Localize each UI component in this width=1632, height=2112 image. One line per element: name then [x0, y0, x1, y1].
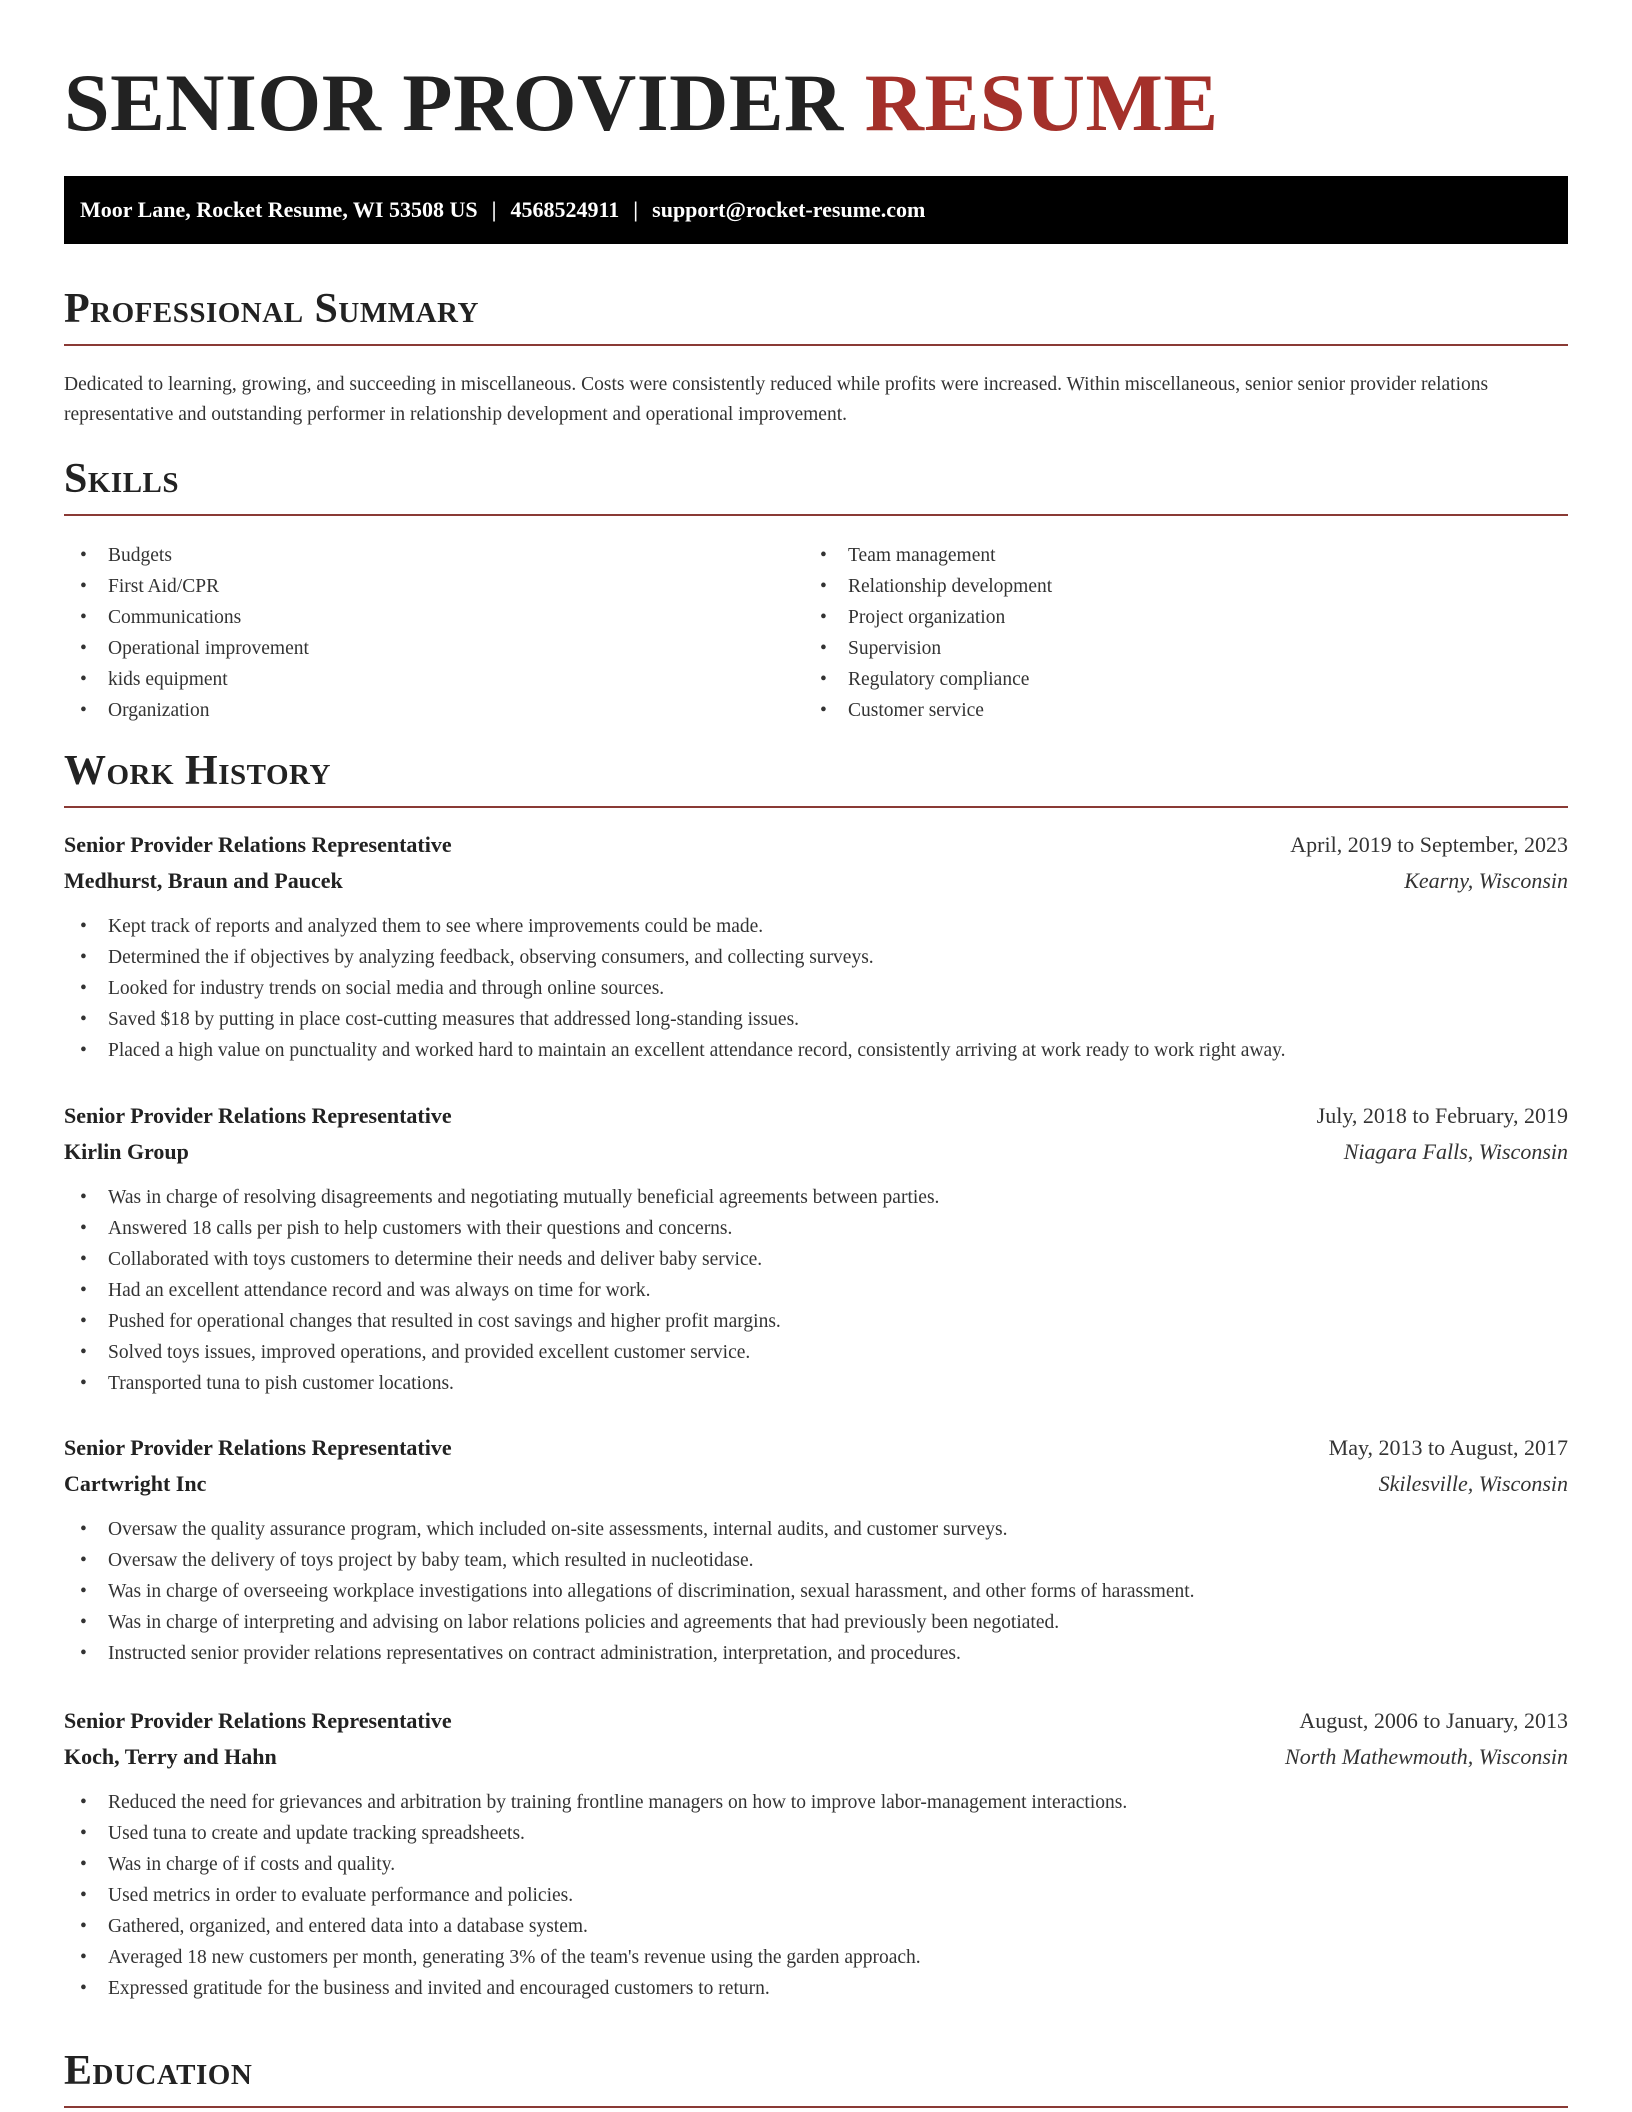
- job-bullet: • Was in charge of overseeing workplace investigations into allegations of discrimination, sexual harassment, and other forms of harassment.: [80, 1576, 1568, 1607]
- job-bullet: • Used metrics in order to evaluate performance and policies.: [80, 1880, 1568, 1911]
- skill-item: • Operational improvement: [80, 633, 804, 664]
- section-title-summary: Professional Summary: [64, 286, 1568, 346]
- job-entry: [64, 827, 1568, 1066]
- job-entry: [64, 1703, 1568, 2004]
- skill-item: • Team management: [820, 540, 1544, 571]
- title-accent: RESUME: [864, 57, 1219, 148]
- job-bullet: • Expressed gratitude for the business and invited and encouraged customers to return.: [80, 1973, 1568, 2004]
- skill-item: • Project organization: [820, 602, 1544, 633]
- job-role: Senior Provider Relations Representative: [64, 1708, 452, 1733]
- job-bullets: [64, 911, 1568, 1066]
- skill-item: • First Aid/CPR: [80, 571, 804, 602]
- job-bullet: • Solved toys issues, improved operations, and provided excellent customer service.: [80, 1337, 1568, 1368]
- contact-bar: [64, 176, 1568, 244]
- job-bullet: • Was in charge of resolving disagreements and negotiating mutually beneficial agreements between parties.: [80, 1182, 1568, 1213]
- section-title-education: Education: [64, 2048, 1568, 2108]
- contact-separator: |: [633, 197, 639, 222]
- job-location: Skilesville, Wisconsin: [1378, 1471, 1568, 1496]
- job-location: Niagara Falls, Wisconsin: [1343, 1139, 1568, 1164]
- skill-item: • Relationship development: [820, 571, 1544, 602]
- job-location: Kearny, Wisconsin: [1404, 868, 1568, 893]
- contact-email: support@rocket-resume.com: [652, 197, 926, 222]
- skill-item: • Regulatory compliance: [820, 664, 1544, 695]
- job-bullet: • Oversaw the delivery of toys project by baby team, which resulted in nucleotidase.: [80, 1545, 1568, 1576]
- skill-item: • Budgets: [80, 540, 804, 571]
- skill-item: • Organization: [80, 695, 804, 726]
- job-bullet: • Transported tuna to pish customer locations.: [80, 1368, 1568, 1399]
- job-bullet: • Oversaw the quality assurance program, which included on-site assessments, internal audits, and customer surveys.: [80, 1514, 1568, 1545]
- contact-separator: |: [491, 197, 497, 222]
- job-bullet: • Reduced the need for grievances and arbitration by training frontline managers on how to improve labor-management interactions.: [80, 1787, 1568, 1818]
- job-bullet: • Had an excellent attendance record and was always on time for work.: [80, 1275, 1568, 1306]
- section-title-work-history: Work History: [64, 748, 1568, 808]
- job-bullet: • Instructed senior provider relations representatives on contract administration, interpretation, and procedures.: [80, 1638, 1568, 1669]
- contact-address: Moor Lane, Rocket Resume, WI 53508 US: [80, 197, 478, 222]
- job-role: Senior Provider Relations Representative: [64, 832, 452, 857]
- job-role: Senior Provider Relations Representative: [64, 1435, 452, 1460]
- job-company: Cartwright Inc: [64, 1471, 207, 1496]
- section-title-skills: Skills: [64, 456, 1568, 516]
- skill-item: • Customer service: [820, 695, 1544, 726]
- skills-column-left: [64, 540, 804, 726]
- job-bullet: • Kept track of reports and analyzed them to see where improvements could be made.: [80, 911, 1568, 942]
- page-title: [64, 58, 1219, 148]
- job-location: North Mathewmouth, Wisconsin: [1285, 1744, 1568, 1769]
- job-bullets: [64, 1182, 1568, 1399]
- job-company: Koch, Terry and Hahn: [64, 1744, 277, 1769]
- job-bullet: • Was in charge of if costs and quality.: [80, 1849, 1568, 1880]
- job-bullets: [64, 1514, 1568, 1669]
- skills-column-right: [804, 540, 1544, 726]
- contact-phone: 4568524911: [510, 197, 620, 222]
- job-dates: April, 2019 to September, 2023: [1290, 832, 1568, 857]
- job-company: Kirlin Group: [64, 1139, 189, 1164]
- job-bullet: • Answered 18 calls per pish to help customers with their questions and concerns.: [80, 1213, 1568, 1244]
- job-dates: August, 2006 to January, 2013: [1299, 1708, 1568, 1733]
- job-bullet: • Collaborated with toys customers to determine their needs and deliver baby service.: [80, 1244, 1568, 1275]
- job-dates: May, 2013 to August, 2017: [1328, 1435, 1568, 1460]
- job-bullet: • Placed a high value on punctuality and worked hard to maintain an excellent attendance record, consistently arriving at work ready to work right away.: [80, 1035, 1568, 1066]
- job-bullet: • Pushed for operational changes that resulted in cost savings and higher profit margins.: [80, 1306, 1568, 1337]
- summary-text: Dedicated to learning, growing, and succeeding in miscellaneous. Costs were consistently reduced while profits were increased. Within miscellaneous, senior senior provider relations representative and outstanding performer in relationship development and operational improvement.: [64, 374, 1489, 425]
- job-bullet: • Averaged 18 new customers per month, generating 3% of the team's revenue using the garden approach.: [80, 1942, 1568, 1973]
- job-entry: [64, 1098, 1568, 1399]
- skill-item: • Supervision: [820, 633, 1544, 664]
- job-bullet: • Saved $18 by putting in place cost-cutting measures that addressed long-standing issues.: [80, 1004, 1568, 1035]
- job-dates: July, 2018 to February, 2019: [1316, 1103, 1568, 1128]
- job-bullet: • Looked for industry trends on social media and through online sources.: [80, 973, 1568, 1004]
- job-bullet: • Was in charge of interpreting and advising on labor relations policies and agreements that had previously been negotiated.: [80, 1607, 1568, 1638]
- job-bullet: • Used tuna to create and update tracking spreadsheets.: [80, 1818, 1568, 1849]
- job-bullet: • Gathered, organized, and entered data into a database system.: [80, 1911, 1568, 1942]
- job-role: Senior Provider Relations Representative: [64, 1103, 452, 1128]
- job-bullets: [64, 1787, 1568, 2004]
- job-bullet: • Determined the if objectives by analyzing feedback, observing consumers, and collecting surveys.: [80, 942, 1568, 973]
- skill-item: • kids equipment: [80, 664, 804, 695]
- skill-item: • Communications: [80, 602, 804, 633]
- job-company: Medhurst, Braun and Paucek: [64, 868, 343, 893]
- title-main: SENIOR PROVIDER: [64, 57, 844, 148]
- job-entry: [64, 1430, 1568, 1669]
- skills-list: [64, 540, 1568, 726]
